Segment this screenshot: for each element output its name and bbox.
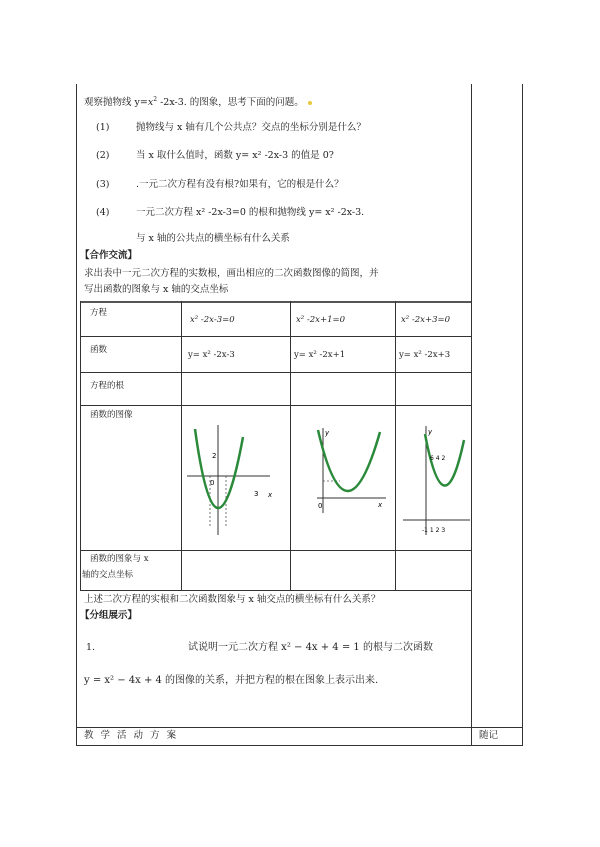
table-equation: x² -2x-3=0 xyxy=(190,315,235,325)
question-text-cont: 与 x 轴的公共点的横坐标有什么关系 xyxy=(136,233,290,244)
row-header-equation: 方程 xyxy=(90,308,108,318)
table-rule xyxy=(80,550,471,551)
table-function: y= x² -2x+1 xyxy=(294,350,346,360)
frame-left-border xyxy=(76,84,77,746)
row-header-roots: 方程的根 xyxy=(90,381,125,391)
intro-prefix: 观察抛物线 y= xyxy=(84,97,148,109)
question-num: (1) xyxy=(96,122,110,133)
table-function: y= x² -2x-3 xyxy=(188,350,235,360)
graph-axis-label: x xyxy=(378,501,383,509)
row-header-intersection-cont: 轴的交点坐标 xyxy=(82,570,134,580)
table-col-rule xyxy=(181,301,182,590)
table-function: y= x² -2x+3 xyxy=(399,350,451,360)
graph-origin-label: 0 xyxy=(318,502,323,510)
task-number: 1. xyxy=(86,642,96,653)
question-text: 当 x 取什么值时，函数 y= x² -2x-3 的值是 0? xyxy=(136,150,334,161)
graph-axis-label: y xyxy=(428,428,433,436)
intro-suffix: -2x-3. 的图象，思考下面的问题。 xyxy=(157,97,304,109)
intro-sq: 2 xyxy=(153,96,158,103)
table-rule xyxy=(80,372,471,373)
parabola-graph-1 xyxy=(184,415,284,547)
graph-tick-labels: -1 1 2 3 xyxy=(422,527,446,534)
graph-tick-labels: 6 4 2 xyxy=(430,455,446,462)
task-line: y = x² − 4x + 4 的图像的关系，并把方程的根在图象上表示出来. xyxy=(84,675,379,686)
graph-tick-label: 3 xyxy=(254,490,259,498)
comparison-question: 上述二次方程的实根和二次函数图象与 x 轴交点的横坐标有什么关系？ xyxy=(84,594,381,605)
task-line: 试说明一元二次方程 x² − 4x + 4 = 1 的根与二次函数 xyxy=(188,642,433,653)
question-num: (2) xyxy=(96,150,110,161)
table-col-rule xyxy=(395,301,396,590)
frame-divider-notes xyxy=(471,84,472,746)
footer-top-border xyxy=(76,727,523,728)
frame-right-border xyxy=(522,84,523,746)
graph-tick-label: 2 xyxy=(212,452,217,460)
question-text: 抛物线与 x 轴有几个公共点？交点的坐标分别是什么？ xyxy=(136,122,366,133)
parabola-graph-2 xyxy=(300,418,390,528)
parabola-graph-3 xyxy=(400,418,472,548)
question-num: (4) xyxy=(96,207,110,218)
table-rule xyxy=(80,590,471,591)
footer-notes-label: 随记 xyxy=(479,730,499,741)
table-equation: x² -2x+1=0 xyxy=(296,315,346,325)
footer-label: 教 学 活 动 方 案 xyxy=(84,730,179,741)
graph-axis-label: y xyxy=(325,429,330,437)
intro-x: x xyxy=(147,97,154,109)
table-col-rule xyxy=(80,301,81,590)
table-rule xyxy=(80,405,471,406)
coop-description: 写出函数的图象与 x 轴的交点坐标 xyxy=(84,284,229,295)
footer-bottom-border xyxy=(76,745,523,746)
table-col-rule xyxy=(290,301,291,590)
row-header-intersection: 函数的图象与 x xyxy=(90,554,149,564)
table-rule xyxy=(80,301,471,303)
intro-line xyxy=(84,94,312,109)
question-text: .一元二次方程有没有根?如果有，它的根是什么？ xyxy=(136,179,344,190)
section-heading-group: 【分组展示】 xyxy=(80,610,138,621)
coop-description: 求出表中一元二次方程的实数根，画出相应的二次函数图像的简图，并 xyxy=(84,268,379,279)
row-header-function: 函数 xyxy=(90,345,108,355)
yellow-dot-icon xyxy=(308,101,312,105)
parabola-curve xyxy=(195,429,243,508)
table-rule xyxy=(80,336,471,337)
graph-origin-label: 0 xyxy=(210,479,215,487)
question-text: 一元二次方程 x² -2x-3=0 的根和抛物线 y= x² -2x-3. xyxy=(136,207,365,218)
table-equation: x² -2x+3=0 xyxy=(401,315,451,325)
section-heading-coop: 【合作交流】 xyxy=(80,250,138,261)
graph-axis-label: x xyxy=(268,491,273,499)
parabola-curve xyxy=(318,430,380,491)
row-header-graph: 函数的图像 xyxy=(90,410,133,420)
question-num: (3) xyxy=(96,179,110,190)
